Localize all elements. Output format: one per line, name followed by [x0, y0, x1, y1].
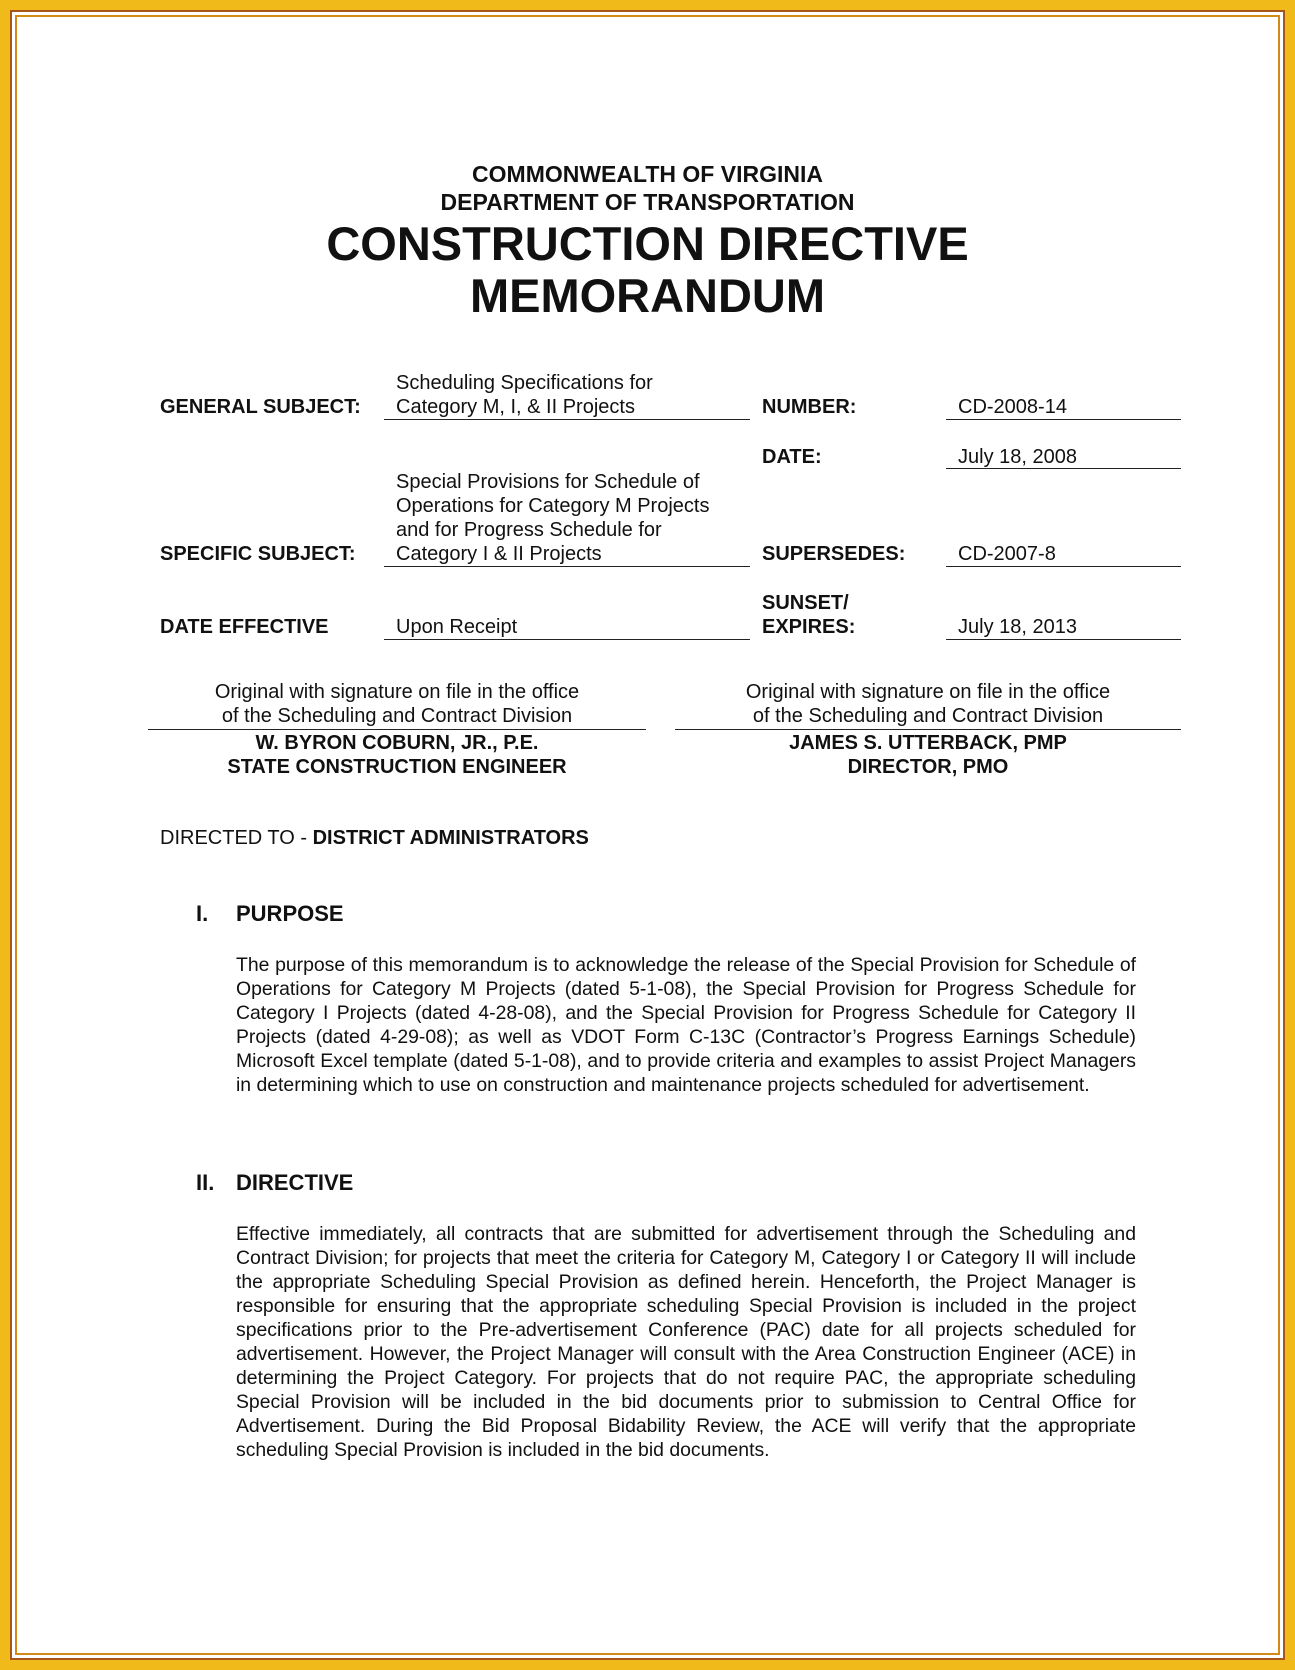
- supersedes-label: SUPERSEDES:: [762, 543, 906, 565]
- signature-right-note-line1: Original with signature on file in the office: [745, 681, 1111, 703]
- general-subject-underline: [384, 419, 750, 420]
- signature-right-note-line2: of the Scheduling and Contract Division: [752, 705, 1104, 727]
- specific-subject-value-line3: and for Progress Schedule for: [396, 519, 662, 541]
- specific-subject-underline: [384, 566, 750, 567]
- date-label: DATE:: [762, 446, 822, 468]
- general-subject-value-line1: Scheduling Specifications for: [396, 372, 653, 394]
- page-title-line1: CONSTRUCTION DIRECTIVE: [326, 217, 969, 270]
- section-directive-body: Effective immediately, all contracts that are submitted for advertisement through the Scheduling and Contract Division; for projects that meet the criteria for Category M, Category I or Category II will include the appropriate Scheduling Special Provision as defined herein. Henceforth, the Project Manager is responsible for ensuring that the appropriate scheduling Special Provision is included in the project specifications prior to the Pre-advertisement Conference (PAC) date for all projects scheduled for advertisement. However, the Project Manager will consult with the Area Construction Engineer (ACE) in determining the Project Category. For projects that do not require PAC, the appropriate scheduling Special Provision will be included in the bid documents prior to submission to Central Office for Advertisement. During the Bid Proposal Bidability Review, the ACE will verify that the appropriate scheduling Special Provision is included in the bid documents.: [236, 1223, 1136, 1461]
- header-department: DEPARTMENT OF TRANSPORTATION: [440, 189, 855, 215]
- signature-right-name: JAMES S. UTTERBACK, PMP: [789, 732, 1067, 754]
- date-effective-value: Upon Receipt: [396, 616, 518, 638]
- section-directive-numeral: II.: [196, 1170, 215, 1195]
- sunset-underline: [946, 639, 1181, 640]
- sunset-label-line1: SUNSET/: [762, 592, 849, 614]
- page-title-line2: MEMORANDUM: [469, 269, 826, 322]
- signature-left-note-line1: Original with signature on file in the office: [214, 681, 580, 703]
- number-label: NUMBER:: [762, 396, 857, 418]
- supersedes-underline: [946, 566, 1181, 567]
- date-value: July 18, 2008: [958, 446, 1077, 468]
- section-purpose-body: The purpose of this memorandum is to acknowledge the release of the Special Provision for Schedule of Operations for Category M Projects (dated 5-1-08), the Special Provision for Progress Schedule for Category I Projects (dated 4-28-08), and the Special Provision for Progress Schedule for Category II Projects (dated 4-29-08); as well as VDOT Form C-13C (Contractor’s Progress Earnings Schedule) Microsoft Excel template (dated 5-1-08), and to provide criteria and examples to assist Project Managers in determining which to use on construction and maintenance projects scheduled for advertisement.: [236, 954, 1136, 1096]
- signature-left-line: [148, 729, 646, 730]
- signature-left-name: W. BYRON COBURN, JR., P.E.: [255, 732, 539, 754]
- signature-left-title: STATE CONSTRUCTION ENGINEER: [227, 756, 567, 778]
- date-underline: [946, 468, 1181, 469]
- signature-left-note-line2: of the Scheduling and Contract Division: [221, 705, 573, 727]
- specific-subject-value-line4: Category I & II Projects: [396, 543, 602, 565]
- section-purpose-numeral: I.: [196, 901, 209, 926]
- header-commonwealth: COMMONWEALTH OF VIRGINIA: [472, 161, 823, 187]
- section-directive-heading: DIRECTIVE: [236, 1170, 354, 1195]
- specific-subject-value-line1: Special Provisions for Schedule of: [396, 471, 700, 493]
- number-value: CD-2008-14: [958, 396, 1067, 418]
- signature-right-title: DIRECTOR, PMO: [847, 756, 1009, 778]
- general-subject-label: GENERAL SUBJECT:: [160, 396, 361, 418]
- sunset-value: July 18, 2013: [958, 616, 1077, 638]
- date-effective-underline: [384, 639, 750, 640]
- specific-subject-value-line2: Operations for Category M Projects: [396, 495, 710, 517]
- general-subject-value-line2: Category M, I, & II Projects: [396, 396, 635, 418]
- directed-to: [160, 826, 589, 850]
- specific-subject-label: SPECIFIC SUBJECT:: [160, 543, 356, 565]
- date-effective-label: DATE EFFECTIVE: [160, 616, 329, 638]
- signature-right-line: [675, 729, 1181, 730]
- directed-to-value: DISTRICT ADMINISTRATORS: [312, 827, 589, 849]
- section-purpose-heading: PURPOSE: [236, 901, 344, 926]
- number-underline: [946, 419, 1181, 420]
- sunset-label-line2: EXPIRES:: [762, 616, 856, 638]
- supersedes-value: CD-2007-8: [958, 543, 1056, 565]
- directed-to-prefix: DIRECTED TO -: [160, 827, 313, 849]
